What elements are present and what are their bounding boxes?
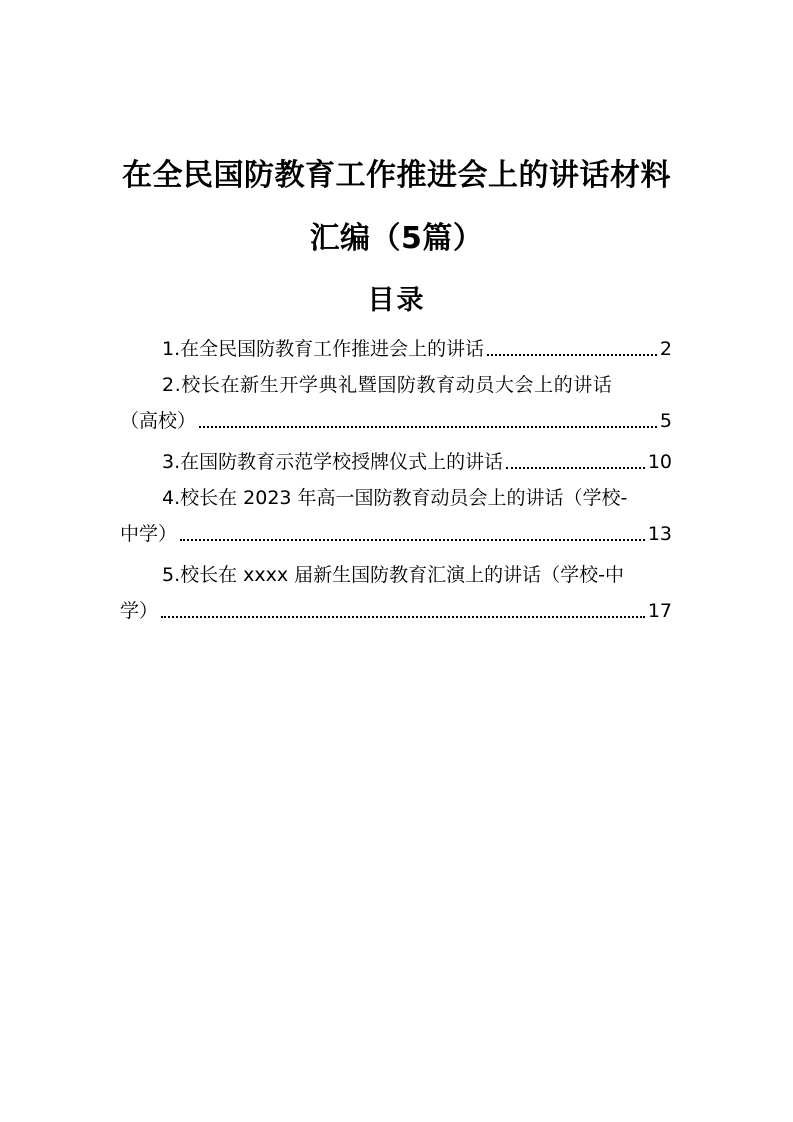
toc-entry-4-line-2[interactable] xyxy=(120,521,672,547)
toc-entry-3-title: 3.在国防教育示范学校授牌仪式上的讲话 xyxy=(162,451,504,473)
toc-leader-dots xyxy=(180,539,645,541)
toc-entry-1[interactable] xyxy=(162,336,672,362)
toc-heading: 目录 xyxy=(367,285,426,316)
toc-entry-5-line-1[interactable] xyxy=(162,562,672,588)
toc-entry-2-page: 5 xyxy=(659,410,672,432)
toc-leader-dots xyxy=(199,426,657,428)
toc-leader-dots xyxy=(161,616,645,618)
document-title-line-2: 汇编（5篇） xyxy=(309,221,484,256)
toc-entry-5-line-2[interactable] xyxy=(120,598,672,624)
toc-entry-3[interactable] xyxy=(162,449,672,475)
toc-entry-2-title-cont: （高校） xyxy=(120,410,197,432)
toc-entry-1-page: 2 xyxy=(659,338,672,360)
toc-entry-2-title: 2.校长在新生开学典礼暨国防教育动员大会上的讲话 xyxy=(162,374,613,396)
toc-entry-2-line-1[interactable] xyxy=(162,372,672,398)
toc-entry-1-title: 1.在全民国防教育工作推进会上的讲话 xyxy=(162,338,485,360)
toc-entry-5-title-cont: 学） xyxy=(120,600,159,622)
toc-entry-5-title: 5.校长在 xxxx 届新生国防教育汇演上的讲话（学校-中 xyxy=(162,564,625,586)
toc-entry-2-line-2[interactable] xyxy=(120,408,672,434)
toc-entry-3-page: 10 xyxy=(647,451,672,473)
toc-entry-4-title: 4.校长在 2023 年高一国防教育动员会上的讲话（学校- xyxy=(162,487,628,509)
toc-entry-4-page: 13 xyxy=(647,523,672,545)
toc-entry-4-line-1[interactable] xyxy=(162,485,672,511)
toc-leader-dots xyxy=(506,467,645,469)
toc-entry-4-title-cont: 中学） xyxy=(120,523,178,545)
document-title-line-1: 在全民国防教育工作推进会上的讲话材料 xyxy=(122,158,671,193)
toc-entry-5-page: 17 xyxy=(647,600,672,622)
toc-leader-dots xyxy=(487,354,657,356)
